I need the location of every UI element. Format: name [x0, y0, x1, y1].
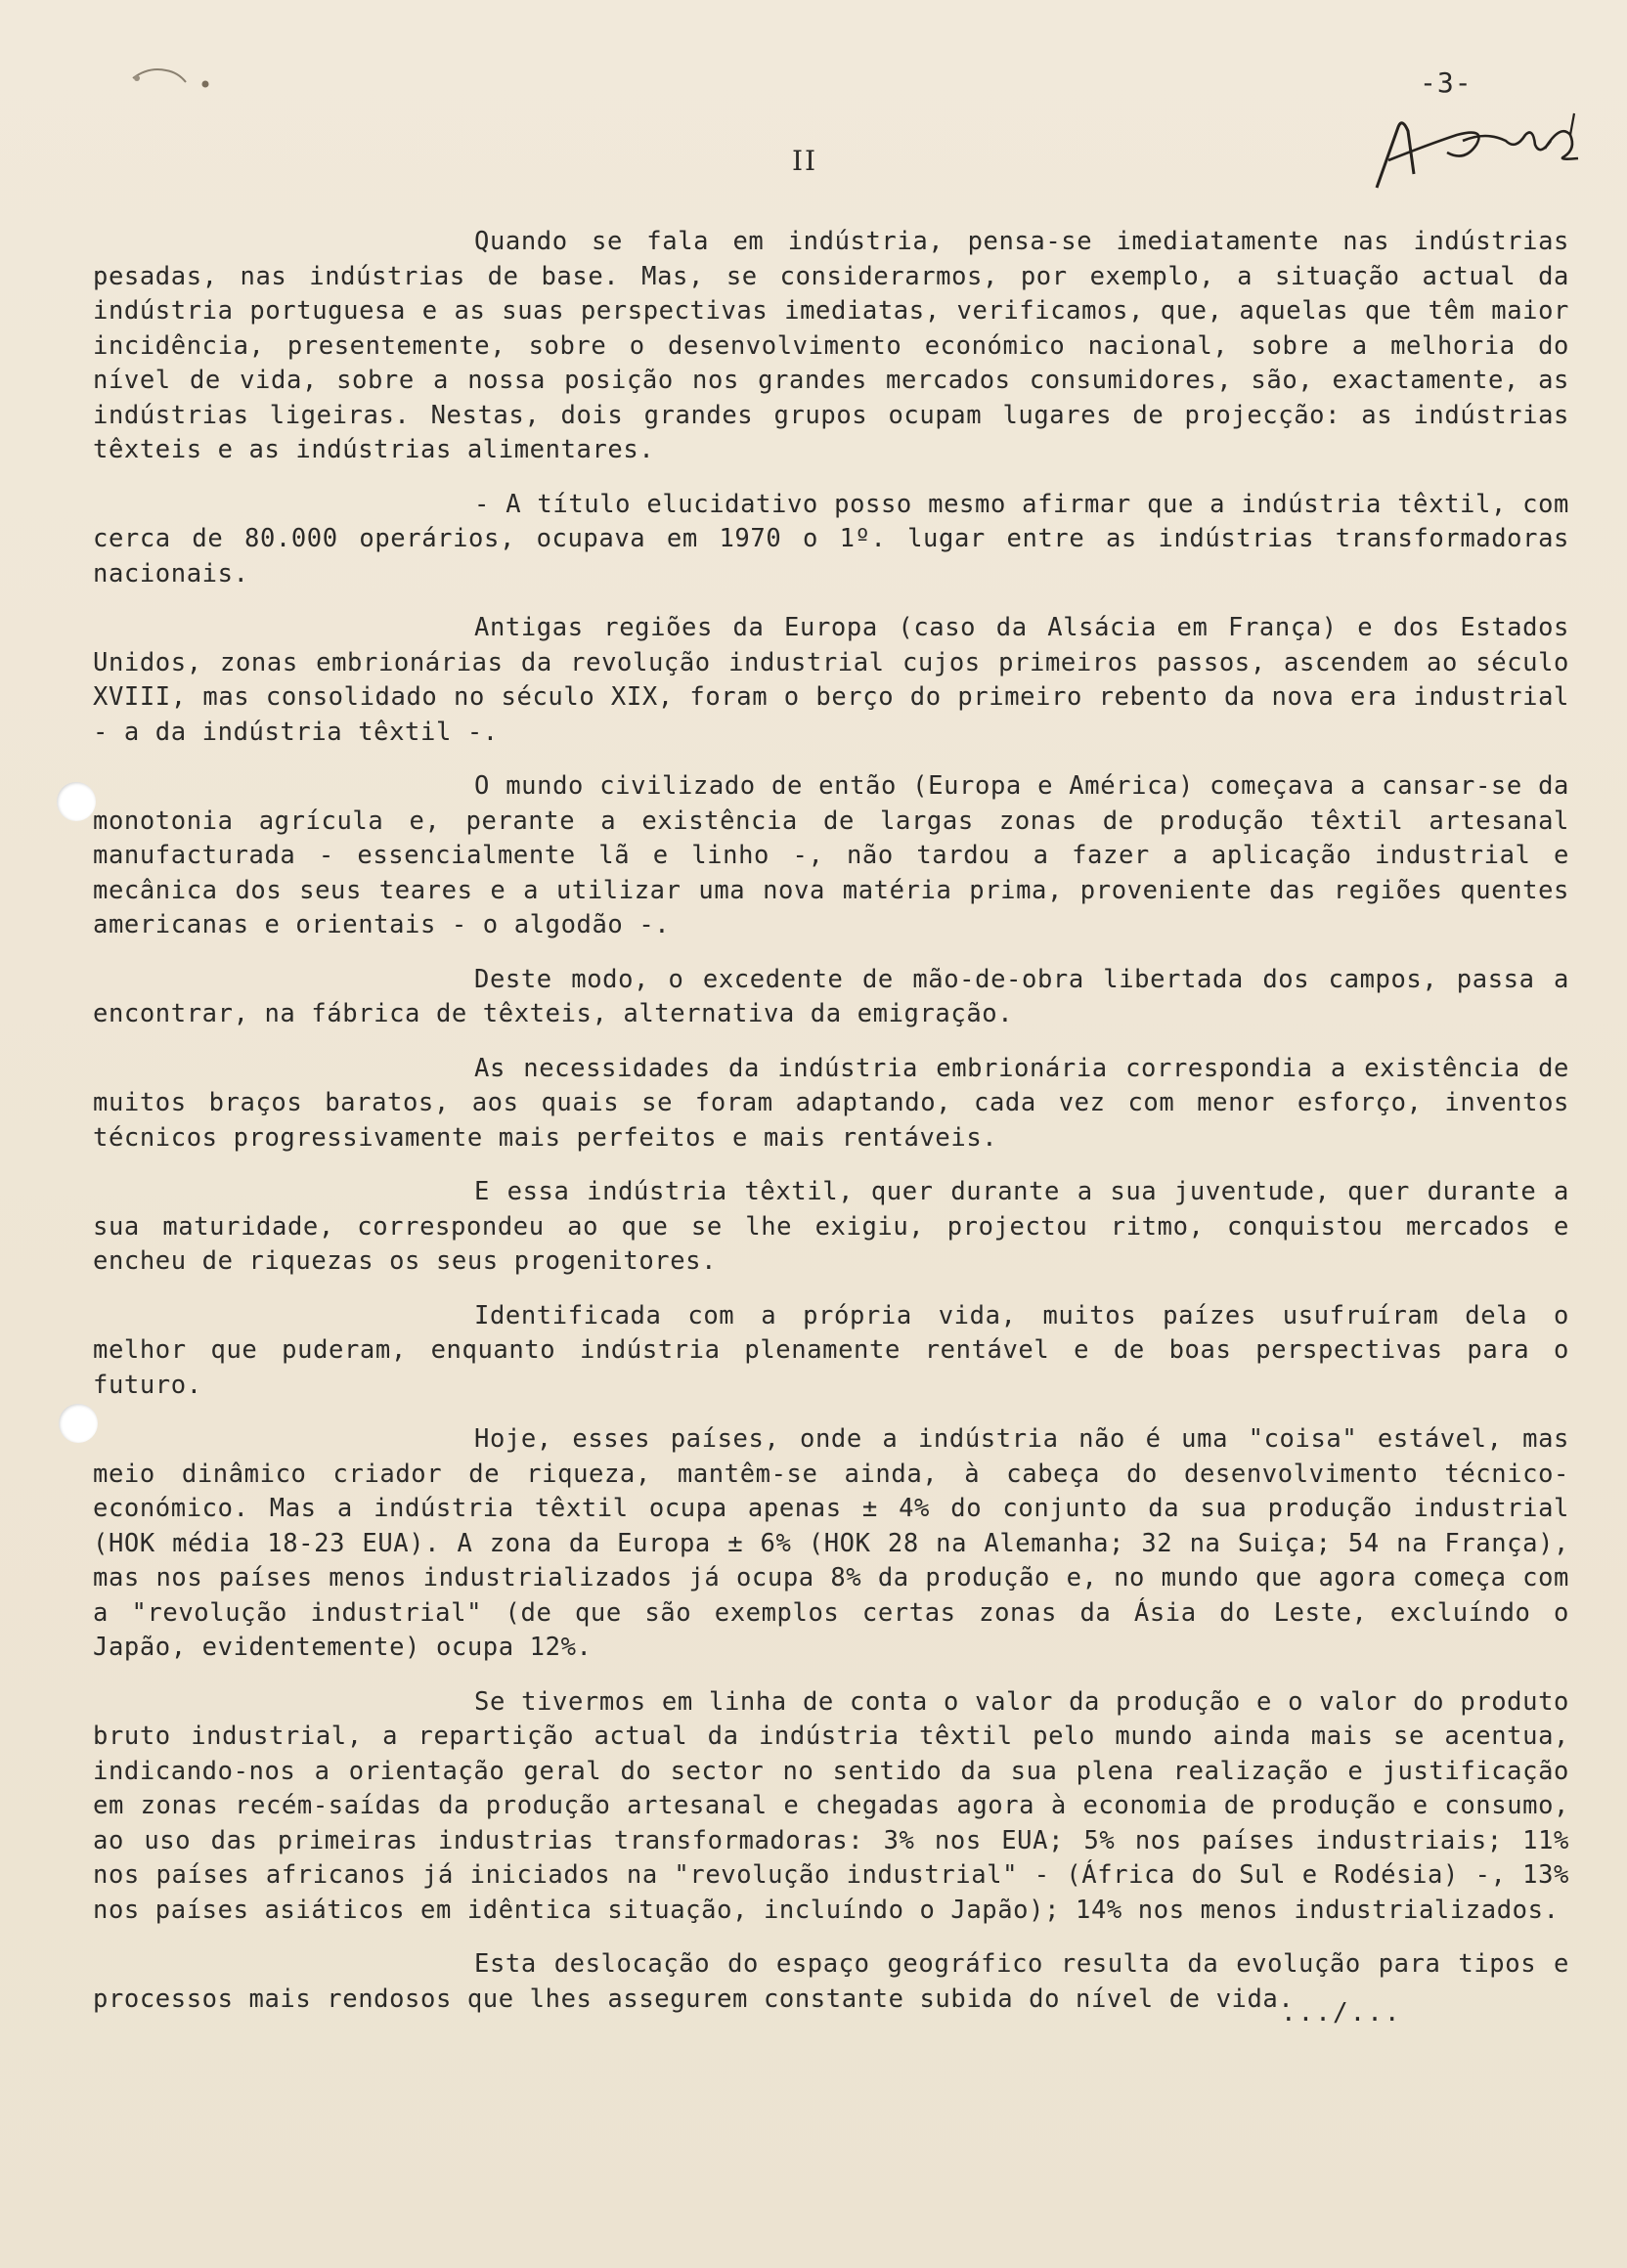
section-heading: II: [792, 145, 818, 177]
page-number: -3-: [1420, 66, 1473, 99]
paragraph: Deste modo, o excedente de mão-de-obra libertada dos campos, passa a encontrar, na fábrica de têxteis, alternativa da emigração.: [93, 964, 1569, 1028]
paragraph: Hoje, esses países, onde a indústria não é uma "coisa" estável, mas meio dinâmico criador de riqueza, mantêm-se ainda, à cabeça do desenvolvimento técnico-económico. Mas a indústria têxtil ocupa apenas ± 4% do conjunto da sua produção industrial (HOK média 18-23 EUA). A zona da Europa ± 6% (HOK 28 na Alemanha; 32 na Suiça; 54 na França), mas nos países menos industrializados já ocupa 8% da produção e, no mundo que agora começa com a "revolução industrial" (de que são exemplos certas zonas da Ásia do Leste, excluíndo o Japão, evidentemente) ocupa 12%.: [93, 1424, 1569, 1662]
paragraph: E essa indústria têxtil, quer durante a sua juventude, quer durante a sua maturidade, correspondeu ao que se lhe exigiu, projectou ritmo, conquistou mercados e encheu de riquezas os seus progenitores.: [93, 1177, 1569, 1276]
paragraph: Quando se fala em indústria, pensa-se imediatamente nas indústrias pesadas, nas indústrias de base. Mas, se considerarmos, por exemplo, a situação actual da indústria portuguesa e as suas perspectivas imediatas, verificamos, que, aquelas que têm maior incidência, presentemente, sobre o desenvolvimento económico nacional, sobre a melhoria do nível de vida, sobre a nossa posição nos grandes mercados consumidores, são, exactamente, as indústrias ligeiras. Nestas, dois grandes grupos ocupam lugares de projecção: as indústrias têxteis e as indústrias alimentares.: [93, 227, 1569, 464]
body-text: [93, 225, 1569, 2017]
paragraph: Identificada com a própria vida, muitos paízes usufruíram dela o melhor que puderam, enquanto indústria plenamente rentável e de boas perspectivas para o futuro.: [93, 1300, 1569, 1400]
paragraph: Esta deslocação do espaço geográfico resulta da evolução para tipos e processos mais rendosos que lhes assegurem constante subida do nível de vida.: [93, 1949, 1569, 2014]
handwritten-signature: [1369, 106, 1594, 194]
paragraph: O mundo civilizado de então (Europa e América) começava a cansar-se da monotonia agrícula e, perante a existência de largas zonas de produção têxtil artesanal manufacturada - essencialmente lã e linho -, não tardou a fazer a aplicação industrial e mecânica dos seus teares e a utilizar uma nova matéria prima, proveniente das regiões quentes americanas e orientais - o algodão -.: [93, 771, 1569, 939]
continuation-mark: .../...: [1281, 1998, 1402, 2028]
paragraph: As necessidades da indústria embrionária correspondia a existência de muitos braços baratos, aos quais se foram adaptando, cada vez com menor esforço, inventos técnicos progressivamente mais perfeitos e mais rentáveis.: [93, 1053, 1569, 1153]
paragraph: Antigas regiões da Europa (caso da Alsácia em França) e dos Estados Unidos, zonas embrionárias da revolução industrial cujos primeiros passos, ascendem ao século XVIII, mas consolidado no século XIX, foram o berço do primeiro rebento da nova era industrial - a da indústria têxtil -.: [93, 613, 1569, 747]
paragraph: Se tivermos em linha de conta o valor da produção e o valor do produto bruto industrial, a repartição actual da indústria têxtil pelo mundo ainda mais se acentua, indicando-nos a orientação geral do sector no sentido da sua plena realização e justificação em zonas recém-saídas da produção artesanal e chegadas agora à economia de produção e consumo, ao uso das primeiras industrias transformadoras: 3% nos EUA; 5% nos países industriais; 11% nos países africanos já iniciados na "revolução industrial" - (África do Sul e Rodésia) -, 13% nos países asiáticos em idêntica situação, incluíndo o Japão); 14% nos menos industrializados.: [93, 1686, 1569, 1925]
punch-hole: [59, 1404, 98, 1443]
corner-ink-mark: [127, 57, 215, 96]
paragraph: - A título elucidativo posso mesmo afirmar que a indústria têxtil, com cerca de 80.000 operários, ocupava em 1970 o 1º. lugar entre as indústrias transformadoras nacionais.: [93, 489, 1569, 589]
punch-hole: [57, 782, 96, 821]
